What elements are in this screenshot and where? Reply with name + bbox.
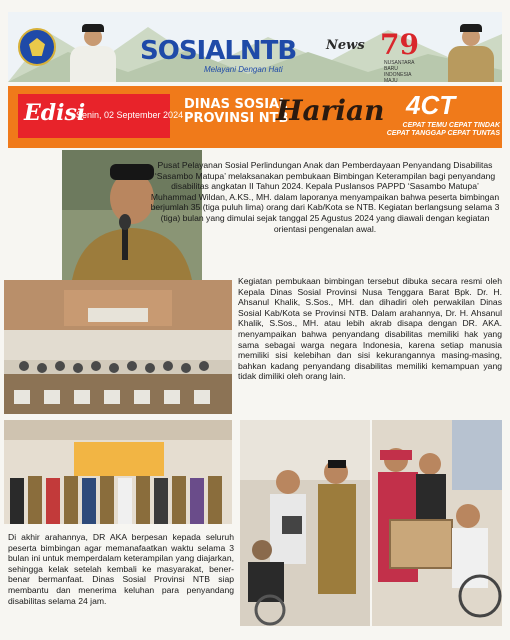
governor-portrait bbox=[66, 24, 120, 82]
ntb-emblem-icon bbox=[18, 28, 56, 66]
edition-box bbox=[18, 94, 184, 138]
official-portrait bbox=[444, 24, 498, 82]
brand-tagline: Melayani Dengan Hati bbox=[204, 65, 283, 74]
news-label: News bbox=[326, 38, 365, 53]
article-paragraph-2: Kegiatan pembukaan bimbingan tersebut dibuka secara resmi oleh Kepala Dinas Sosial Provinsi Nusa Tenggara Barat Bpk. Dr. H. Ahsanul Khalik, S.Sos., MH. dan dihadiri oleh perwakilan Dinas Sosial Kab/Kota se Provinsi NTB. Dalam arahannya, Dr. H. Ahsanul Khalik, S.Sos., MH. atau lebih akrab disapa dengan DR. AKA. menyampaikan bahwa penyandang disabilitas memiliki hak yang sama sebagai warga negara Indonesia, karena setiap manusia memiliki sisi kelebihan dan sisi kekurangannya masing-masing, bahkan kadang penyandang disabilitas memiliki kemampuan yang tidak dimiliki oleh orang lain. bbox=[238, 276, 502, 382]
group-photo bbox=[4, 420, 232, 524]
edition-date: Senin, 02 September 2024 bbox=[76, 110, 184, 120]
hall-photo bbox=[4, 280, 232, 414]
ct-motto-line-1: CEPAT TEMU CEPAT TINDAK bbox=[402, 122, 500, 129]
article-paragraph-1: Pusat Pelayanan Sosial Perlindungan Anak dan Pemberdayaan Penyandang Disabilitas ‘Sasambo Matupa’ melaksanakan pembukaan Bimbingan Keterampilan bagi penyandang disabilitas angkatan II Tahun 2024. Kepala Puslansos PAPPD ‘Sasambo Matupa’ Muhammad Wildan, A.KS., MH. dalam laporanya menyampaikan bahwa peserta bimbingan berjumlah 35 (tiga puluh lima) orang dari Kab/Kota se NTB. Kegiatan berlangsung selama 3 (tiga) bulan yang dimulai sejak tanggal 25 Agustus 2024 yang diawali dengan kegiatan orientasi pengenalan awal. bbox=[150, 160, 500, 234]
department-line-2: PROVINSI NTB bbox=[184, 111, 289, 126]
ct-motto bbox=[368, 122, 500, 138]
department-name bbox=[184, 98, 288, 126]
handover-photo-2 bbox=[372, 420, 502, 626]
ct-motto-line-2: CEPAT TANGGAP CEPAT TUNTAS bbox=[386, 130, 500, 137]
article-paragraph-3: Di akhir arahannya, DR AKA berpesan kepada seluruh peserta bimbingan agar memanafaatkan waktu selama 3 bulan ini untuk memperdalam keterampilan yang diajarkan, sehingga kelak setelah kembali ke masyarakat, bener-benar bermanfaat. Dinas Sosial Provinsi NTB siap membantu dan menerima keluhan para penyandang disabilitas selama 24 jam. bbox=[8, 532, 234, 606]
ct-title: 4CT bbox=[406, 90, 456, 120]
brand-logo: SOSIALNTB bbox=[140, 36, 297, 66]
anniversary-number: 79 bbox=[380, 28, 419, 61]
header-banner bbox=[8, 12, 502, 82]
edition-label: Edisi bbox=[24, 100, 86, 126]
department-line-1: DINAS SOSIAL bbox=[184, 97, 288, 112]
handover-photo-1 bbox=[240, 420, 370, 626]
anniversary-text: NUSANTARA BARU INDONESIA MAJU bbox=[384, 60, 415, 82]
harian-label: Harian bbox=[276, 94, 385, 127]
masthead-strip bbox=[8, 86, 502, 148]
